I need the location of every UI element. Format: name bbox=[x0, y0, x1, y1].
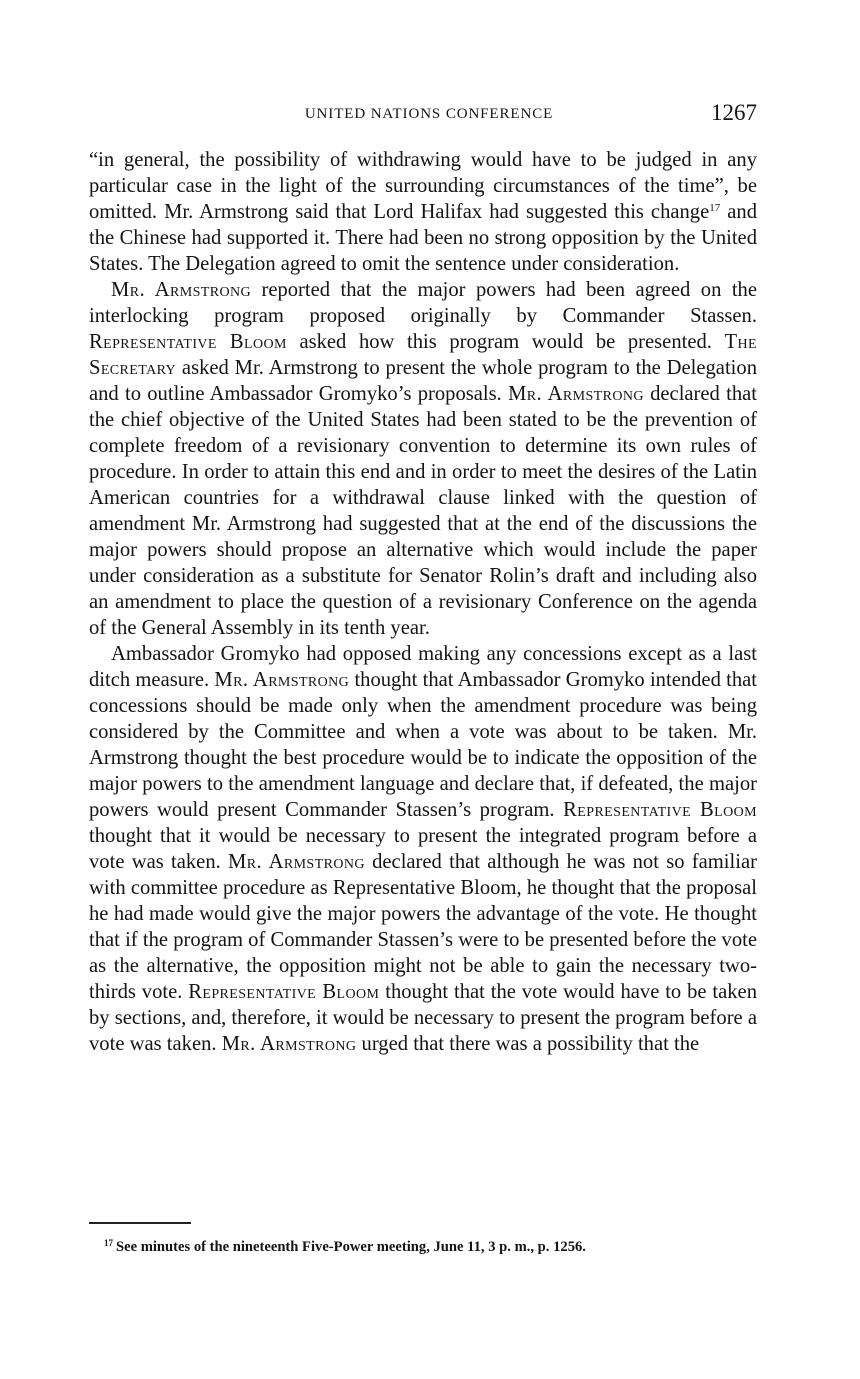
body-text bbox=[89, 147, 757, 1057]
paragraph-text: declared that although he was not so familiar with committee procedure as Representative Bloom, he thought that the proposal he had made would give the major powers the advantage of the vote. He thought that if the program of Commander Stassen’s were to be presented before the vote as the alternative, the opposition might not be able to gain the necessary two-thirds vote. bbox=[89, 851, 757, 1003]
speaker-name: Representative Bloom bbox=[89, 331, 287, 353]
paragraph-text: reported that the major powers had been agreed on the interlocking program proposed originally by Commander Stassen. bbox=[89, 279, 757, 327]
running-header bbox=[89, 100, 757, 130]
paragraph-text: asked Mr. Armstrong to present the whole program to the Delegation and to outline Ambassador Gromyko’s proposals. bbox=[89, 357, 757, 405]
paragraph-text: declared that the chief objective of the United States had been stated to be the prevention of complete freedom of a revisionary convention to determine its own rules of procedure. In order to attain this end and in order to meet the desires of the Latin American countries for a withdrawal clause linked with the question of amendment Mr. Armstrong had suggested that at the end of the discussions the major powers should propose an alternative which would include the paper under consideration as a substitute for Senator Rolin’s draft and including also an amendment to place the question of a revisionary Conference on the agenda of the General Assembly in its tenth year. bbox=[89, 383, 757, 639]
footnote-text: See minutes of the nineteenth Five-Power meeting, June 11, 3 p. m., p. 1256. bbox=[116, 1239, 586, 1255]
footnote bbox=[104, 1237, 757, 1257]
speaker-name: Mr. Armstrong bbox=[111, 279, 251, 301]
speaker-name: Mr. Armstrong bbox=[221, 1033, 357, 1055]
paragraph-text: asked how this program would be presented. bbox=[286, 331, 725, 353]
footnote-reference: 17 bbox=[709, 202, 721, 214]
paragraph-2 bbox=[89, 277, 757, 641]
running-title-text: UNITED NATIONS CONFERENCE bbox=[304, 106, 554, 122]
paragraph-text: thought that Ambassador Gromyko intended that concessions should be made only when the amendment procedure was being considered by the Committee and when a vote was about to be taken. Mr. Armstrong thought the best procedure would be to indicate the opposition of the major powers to the amendment language and declare that, if defeated, the major powers would present Commander Stassen’s program. bbox=[89, 669, 757, 821]
speaker-name: The Secretary bbox=[89, 331, 757, 379]
speaker-name: Mr. Armstrong bbox=[228, 851, 365, 873]
running-title bbox=[89, 106, 757, 123]
paragraph-text: Ambassador Gromyko had opposed making any concessions except as a last ditch measure. bbox=[89, 643, 757, 691]
paragraph-3 bbox=[89, 641, 757, 1057]
speaker-name: Mr. Armstrong bbox=[508, 383, 644, 405]
paragraph-text: thought that it would be necessary to present the integrated program before a vote was taken. bbox=[89, 825, 757, 873]
speaker-name: Representative Bloom bbox=[563, 799, 757, 821]
paragraph-1 bbox=[89, 147, 757, 277]
page-number: 1267 bbox=[711, 100, 757, 125]
speaker-name: Representative Bloom bbox=[188, 981, 380, 1003]
paragraph-1-text-a: “in general, the possibility of withdrawing would have to be judged in any particular case in the light of the surrounding circumstances of the time”, be omitted. Mr. Armstrong said that Lord Halifax had suggested this change bbox=[89, 149, 757, 223]
paragraph-text: urged that there was a possibility that the bbox=[356, 1033, 700, 1055]
speaker-name: Mr. Armstrong bbox=[214, 669, 350, 691]
paragraph-text: thought that the vote would have to be taken by sections, and, therefore, it would be necessary to present the program before a vote was taken. bbox=[89, 981, 757, 1055]
paragraph-1-text-b: and the Chinese had supported it. There had been no strong opposition by the United States. The Delegation agreed to omit the sentence under consideration. bbox=[89, 201, 757, 275]
footnote-mark: 17 bbox=[104, 1238, 113, 1248]
footnote-divider bbox=[89, 1222, 191, 1224]
